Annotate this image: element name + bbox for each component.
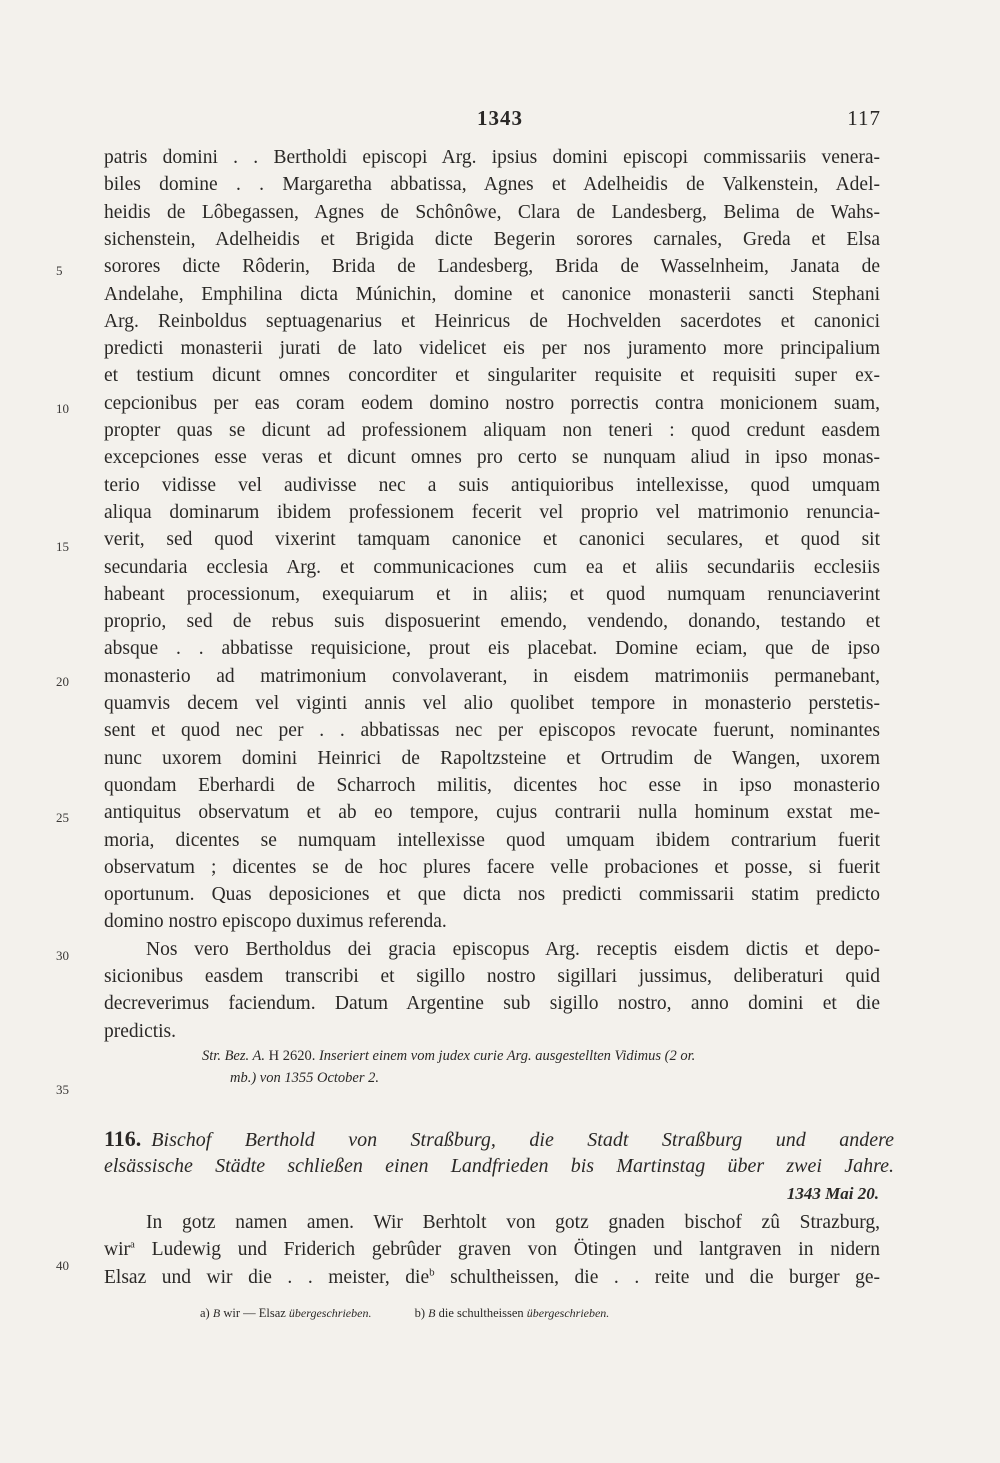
text-line: sent et quod nec per . . abbatissas nec per episcopos revocate fuerunt, nominantes bbox=[104, 720, 880, 742]
text-line: observatum ; dicentes se de hoc plures facere velle probaciones et posse, si fuerit bbox=[104, 856, 880, 878]
body-text bbox=[104, 145, 880, 1055]
document-number: 116. bbox=[104, 1126, 142, 1151]
footnote-siglum: B bbox=[212, 1306, 221, 1320]
text-line: heidis de Lôbegassen, Agnes de Schônôwe, Clara de Landesberg, Belima de Wahs- bbox=[104, 201, 880, 223]
text-line: biles domine . . Margaretha abbatissa, Agnes et Adelheidis de Valkenstein, Adel- bbox=[104, 174, 880, 196]
doc-text-line bbox=[104, 1237, 880, 1263]
document-title-text-1: Bischof Berthold von Straßburg, die Stadt Straßburg und andere bbox=[151, 1129, 894, 1151]
line-number-25: 25 bbox=[56, 810, 69, 825]
text-line: excepciones esse veras et dicunt omnes pro certo se nunquam aliud in ipso monas- bbox=[104, 447, 880, 469]
footnote-ref-b: b bbox=[429, 1266, 435, 1279]
text-line: nunc uxorem domini Heinrici de Rapoltzsteine et Ortrudim de Wangen, uxorem bbox=[104, 747, 880, 769]
doc-text-segment: Elsaz und wir die . . meister, die bbox=[104, 1266, 430, 1288]
line-number-10: 10 bbox=[56, 401, 69, 416]
page-number: 117 bbox=[847, 106, 881, 130]
document-text bbox=[104, 1210, 880, 1300]
archive-shelfmark: H 2620. bbox=[268, 1048, 316, 1064]
text-line: sichenstein, Adelheidis et Brigida dicte Begerin sorores carnales, Greda et Elsa bbox=[104, 228, 880, 250]
document-title-line-2: elsässische Städte schließen einen Landfrieden bis Martinstag über zwei Jahre. bbox=[104, 1155, 894, 1177]
text-line: cepcionibus per eas coram eodem domino nostro porrectis contra monicionem suam, bbox=[104, 392, 880, 414]
text-line: domino nostro episcopo duximus referenda. bbox=[104, 911, 447, 933]
footnote-mark: a) bbox=[200, 1306, 210, 1320]
text-line: oportunum. Quas deposiciones et que dicta nos predicti commissarii statim predicto bbox=[104, 884, 880, 906]
document-date: 1343 Mai 20. bbox=[786, 1184, 879, 1203]
text-line: Nos vero Bertholdus dei gracia episcopus Arg. receptis eisdem dictis et depo- bbox=[146, 938, 880, 960]
text-line: antiquitus observatum et ab eo tempore, cujus contrarii nulla hominum exstat me- bbox=[104, 802, 880, 824]
text-line: patris domini . . Bertholdi episcopi Arg. ipsius domini episcopi commissariis venera- bbox=[104, 147, 880, 168]
line-number-30: 30 bbox=[56, 948, 69, 963]
footnote-ref-a: a bbox=[130, 1238, 135, 1251]
document-title-line-1 bbox=[104, 1125, 894, 1154]
text-line: absque . . abbatisse requisicione, prout eis placebat. Domine eciam, que de ipso bbox=[104, 638, 880, 660]
text-line: predictis. bbox=[104, 1020, 177, 1042]
footnote-text: wir — Elsaz bbox=[223, 1306, 286, 1320]
text-line: moria, dicentes se numquam intellexisse quod umquam ibidem contrarium fuerit bbox=[104, 829, 880, 851]
doc-text-line bbox=[104, 1265, 880, 1291]
text-line: terio vidisse vel audivisse nec a suis antiquioribus intellexisse, quod umquam bbox=[104, 474, 880, 496]
doc-text-segment: Ludewig und Friderich gebrûder graven von Ötingen und lantgraven in nidern bbox=[151, 1239, 881, 1261]
line-number-40: 40 bbox=[56, 1258, 69, 1273]
text-line: Arg. Reinboldus septuagenarius et Heinricus de Hochvelden sacerdotes et canonici bbox=[104, 310, 880, 332]
text-line: sorores dicte Rôderin, Brida de Landesberg, Brida de Wasselnheim, Janata de bbox=[104, 256, 880, 278]
running-head-year: 1343 bbox=[477, 106, 523, 130]
text-line: monasterio ad matrimonium convolaverant, in eisdem matrimoniis permanebant, bbox=[104, 665, 880, 687]
text-line: Andelahe, Emphilina dicta Múnichin, domine et canonice monasterii sancti Stephani bbox=[104, 283, 880, 305]
text-line: decreverimus faciendum. Datum Argentine sub sigillo nostro, anno domini et die bbox=[104, 993, 880, 1015]
footnote-comment: übergeschrieben. bbox=[526, 1306, 610, 1320]
text-line: quamvis decem vel viginti annis vel alio quolibet tempore in monasterio perstetis- bbox=[104, 693, 880, 714]
text-line: quondam Eberhardi de Scharroch militis, dicentes hoc esse in ipso monasterio bbox=[104, 774, 880, 796]
footnote-text: die schultheissen bbox=[438, 1306, 524, 1320]
text-line: propter quas se dicunt ad professionem aliquam non teneri : quod credunt easdem bbox=[104, 420, 880, 441]
text-line: secundaria ecclesia Arg. et communicaciones cum ea et aliis secundariis ecclesiis bbox=[104, 556, 880, 578]
text-line: habeant processionum, exequiarum et in aliis; et quod numquam renunciaverint bbox=[104, 583, 880, 605]
text-line: aliqua dominarum ibidem professionem fecerit vel proprio vel matrimonio renuncia- bbox=[104, 501, 880, 523]
source-description: Inseriert einem vom judex curie Arg. ausgestellten Vidimus (2 or. bbox=[318, 1048, 696, 1064]
text-line: predicti monasterii jurati de lato videlicet eis per nos juramento more principalium bbox=[104, 338, 880, 360]
doc-text-segment: wir bbox=[104, 1239, 130, 1261]
footnote-mark: b) bbox=[414, 1306, 425, 1320]
footnote-a bbox=[200, 1306, 371, 1321]
text-line: verit, sed quod vixerint tamquam canonice et canonici seculares, et quod sit bbox=[104, 529, 880, 551]
text-line: sicionibus easdem transcribi et sigillo nostro sigillari jussimus, deliberaturi quid bbox=[104, 966, 880, 987]
archive-ref: Str. Bez. A. bbox=[202, 1048, 265, 1064]
doc-text-segment: schultheissen, die . . reite und die burger ge- bbox=[450, 1266, 881, 1288]
line-number-35: 35 bbox=[56, 1082, 69, 1097]
text-line: proprio, sed de rebus suis disposuerint emendo, vendendo, donando, testando et bbox=[104, 611, 880, 633]
text-line: et testium dicunt omnes concorditer et singulariter requisite et requisiti super ex- bbox=[104, 365, 880, 387]
footnote-comment: übergeschrieben. bbox=[288, 1306, 372, 1320]
footnote-b bbox=[415, 1306, 610, 1321]
line-number-15: 15 bbox=[56, 539, 69, 554]
source-note bbox=[202, 1046, 695, 1066]
footnotes bbox=[200, 1306, 649, 1321]
line-number-20: 20 bbox=[56, 674, 69, 689]
source-note-cont: mb.) von 1355 October 2. bbox=[230, 1070, 380, 1086]
doc-text-line: In gotz namen amen. Wir Berhtolt von gotz gnaden bischof zû Strazburg, bbox=[146, 1212, 880, 1233]
page-header bbox=[0, 106, 1000, 136]
footnote-siglum: B bbox=[428, 1306, 436, 1320]
line-number-5: 5 bbox=[56, 263, 63, 278]
